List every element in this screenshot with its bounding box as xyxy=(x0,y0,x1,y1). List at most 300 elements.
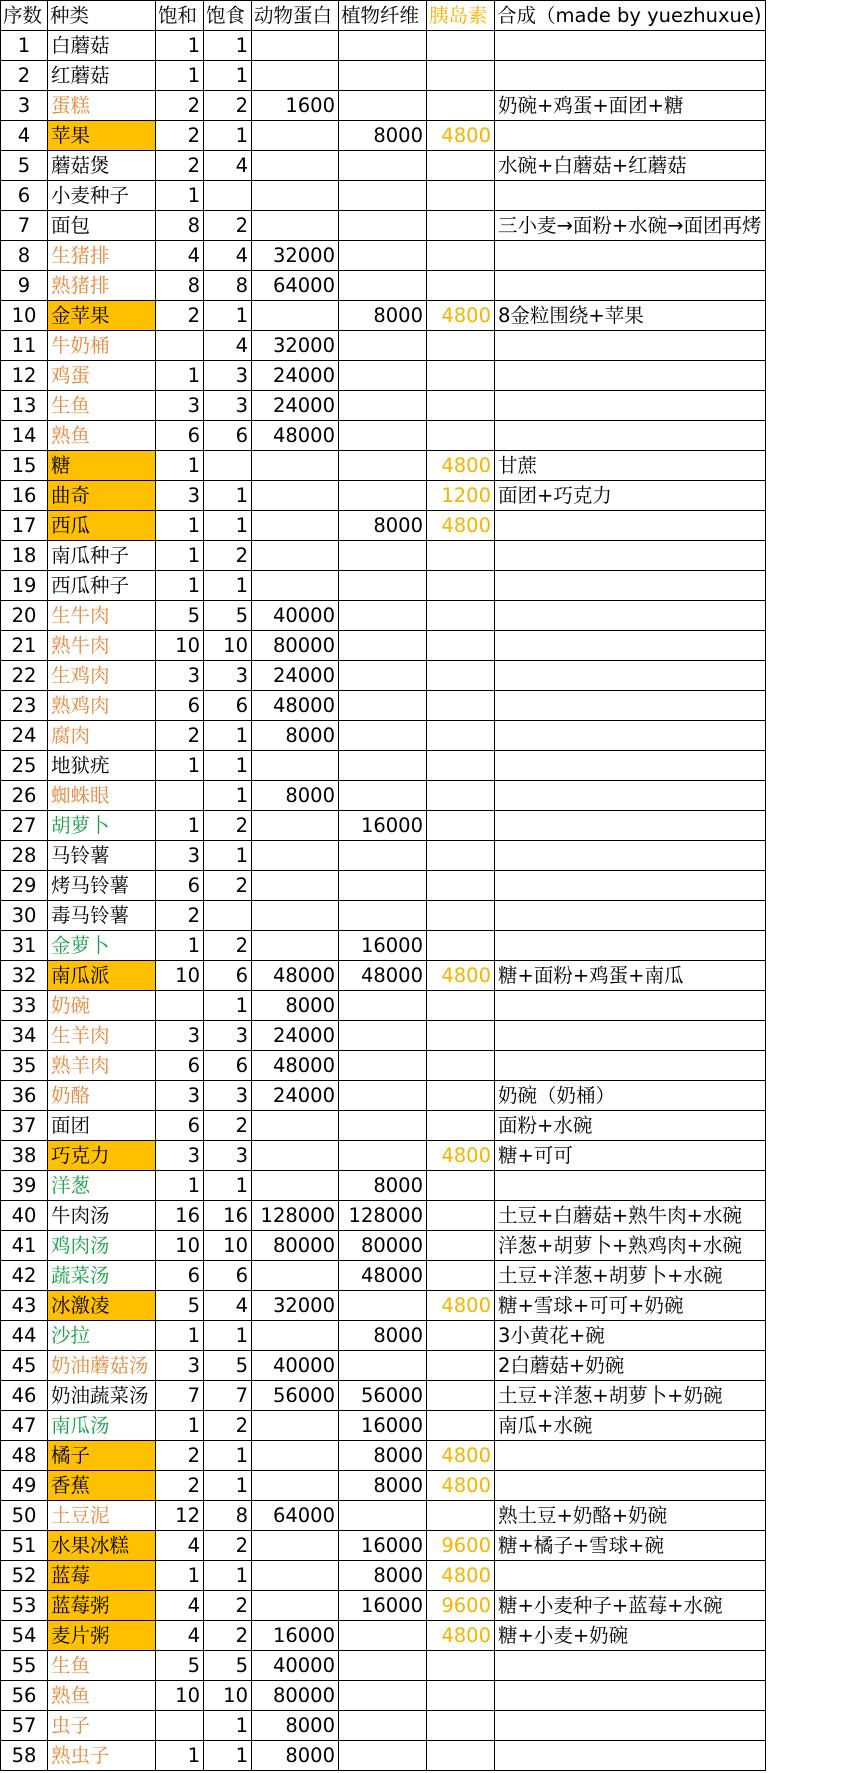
cell-index[interactable]: 13 xyxy=(1,391,48,421)
cell-name[interactable]: 洋葱 xyxy=(48,1171,156,1201)
cell-saturation[interactable]: 1 xyxy=(156,751,204,781)
cell-hunger[interactable]: 2 xyxy=(204,931,252,961)
cell-name[interactable]: 奶酪 xyxy=(48,1081,156,1111)
cell-hunger[interactable]: 3 xyxy=(204,1021,252,1051)
cell-fiber[interactable] xyxy=(339,991,427,1021)
cell-name[interactable]: 水果冰糕 xyxy=(48,1531,156,1561)
cell-recipe[interactable] xyxy=(495,31,766,61)
cell-recipe[interactable]: 土豆+白蘑菇+熟牛肉+水碗 xyxy=(495,1201,766,1231)
cell-index[interactable]: 27 xyxy=(1,811,48,841)
cell-name[interactable]: 白蘑菇 xyxy=(48,31,156,61)
cell-index[interactable]: 6 xyxy=(1,181,48,211)
cell-recipe[interactable] xyxy=(495,331,766,361)
cell-saturation[interactable]: 10 xyxy=(156,1681,204,1711)
cell-saturation[interactable]: 4 xyxy=(156,1531,204,1561)
cell-insulin[interactable]: 4800 xyxy=(427,1441,495,1471)
cell-saturation[interactable]: 5 xyxy=(156,601,204,631)
header-hunger[interactable]: 饱食 xyxy=(204,1,252,31)
cell-protein[interactable]: 80000 xyxy=(252,1231,339,1261)
cell-insulin[interactable] xyxy=(427,91,495,121)
cell-index[interactable]: 29 xyxy=(1,871,48,901)
cell-name[interactable]: 烤马铃薯 xyxy=(48,871,156,901)
cell-index[interactable]: 18 xyxy=(1,541,48,571)
cell-insulin[interactable] xyxy=(427,1201,495,1231)
cell-protein[interactable]: 48000 xyxy=(252,691,339,721)
cell-insulin[interactable] xyxy=(427,1501,495,1531)
cell-fiber[interactable] xyxy=(339,61,427,91)
cell-recipe[interactable] xyxy=(495,691,766,721)
cell-hunger[interactable]: 6 xyxy=(204,1261,252,1291)
cell-hunger[interactable]: 6 xyxy=(204,961,252,991)
cell-recipe[interactable] xyxy=(495,391,766,421)
cell-fiber[interactable] xyxy=(339,631,427,661)
cell-index[interactable]: 45 xyxy=(1,1351,48,1381)
cell-saturation[interactable]: 5 xyxy=(156,1651,204,1681)
cell-protein[interactable] xyxy=(252,121,339,151)
cell-hunger[interactable]: 3 xyxy=(204,1081,252,1111)
cell-name[interactable]: 蜘蛛眼 xyxy=(48,781,156,811)
cell-name[interactable]: 面团 xyxy=(48,1111,156,1141)
cell-saturation[interactable]: 6 xyxy=(156,1261,204,1291)
cell-hunger[interactable]: 1 xyxy=(204,1711,252,1741)
cell-hunger[interactable]: 3 xyxy=(204,391,252,421)
cell-protein[interactable] xyxy=(252,31,339,61)
cell-hunger[interactable]: 5 xyxy=(204,601,252,631)
cell-recipe[interactable]: 2白蘑菇+奶碗 xyxy=(495,1351,766,1381)
cell-name[interactable]: 奶碗 xyxy=(48,991,156,1021)
cell-fiber[interactable] xyxy=(339,1621,427,1651)
cell-insulin[interactable] xyxy=(427,1171,495,1201)
cell-fiber[interactable] xyxy=(339,481,427,511)
cell-recipe[interactable]: 三小麦→面粉+水碗→面团再烤 xyxy=(495,211,766,241)
cell-protein[interactable]: 32000 xyxy=(252,241,339,271)
cell-protein[interactable] xyxy=(252,841,339,871)
cell-fiber[interactable] xyxy=(339,421,427,451)
cell-insulin[interactable] xyxy=(427,901,495,931)
cell-hunger[interactable]: 10 xyxy=(204,1231,252,1261)
cell-recipe[interactable]: 洋葱+胡萝卜+熟鸡肉+水碗 xyxy=(495,1231,766,1261)
cell-index[interactable]: 32 xyxy=(1,961,48,991)
cell-recipe[interactable]: 8金粒围绕+苹果 xyxy=(495,301,766,331)
cell-name[interactable]: 熟羊肉 xyxy=(48,1051,156,1081)
cell-recipe[interactable]: 甘蔗 xyxy=(495,451,766,481)
cell-protein[interactable] xyxy=(252,871,339,901)
cell-saturation[interactable]: 1 xyxy=(156,1561,204,1591)
cell-insulin[interactable] xyxy=(427,1051,495,1081)
cell-recipe[interactable]: 面粉+水碗 xyxy=(495,1111,766,1141)
cell-fiber[interactable] xyxy=(339,451,427,481)
cell-saturation[interactable]: 12 xyxy=(156,1501,204,1531)
cell-insulin[interactable] xyxy=(427,1741,495,1771)
cell-recipe[interactable] xyxy=(495,811,766,841)
cell-name[interactable]: 马铃薯 xyxy=(48,841,156,871)
cell-saturation[interactable]: 3 xyxy=(156,1081,204,1111)
header-name[interactable]: 种类 xyxy=(48,1,156,31)
cell-name[interactable]: 南瓜汤 xyxy=(48,1411,156,1441)
cell-fiber[interactable] xyxy=(339,391,427,421)
cell-protein[interactable] xyxy=(252,1321,339,1351)
cell-name[interactable]: 鸡蛋 xyxy=(48,361,156,391)
cell-insulin[interactable]: 4800 xyxy=(427,1561,495,1591)
cell-recipe[interactable]: 3小黄花+碗 xyxy=(495,1321,766,1351)
cell-index[interactable]: 15 xyxy=(1,451,48,481)
cell-name[interactable]: 生鱼 xyxy=(48,391,156,421)
cell-name[interactable]: 橘子 xyxy=(48,1441,156,1471)
cell-name[interactable]: 蓝莓粥 xyxy=(48,1591,156,1621)
cell-fiber[interactable] xyxy=(339,1141,427,1171)
cell-hunger[interactable] xyxy=(204,901,252,931)
cell-index[interactable]: 31 xyxy=(1,931,48,961)
cell-index[interactable]: 24 xyxy=(1,721,48,751)
cell-saturation[interactable]: 1 xyxy=(156,61,204,91)
cell-protein[interactable]: 48000 xyxy=(252,421,339,451)
cell-index[interactable]: 51 xyxy=(1,1531,48,1561)
cell-insulin[interactable]: 4800 xyxy=(427,451,495,481)
cell-hunger[interactable]: 1 xyxy=(204,571,252,601)
cell-hunger[interactable]: 8 xyxy=(204,1501,252,1531)
cell-hunger[interactable]: 4 xyxy=(204,331,252,361)
cell-index[interactable]: 19 xyxy=(1,571,48,601)
cell-insulin[interactable] xyxy=(427,1111,495,1141)
cell-saturation[interactable]: 3 xyxy=(156,841,204,871)
cell-saturation[interactable]: 1 xyxy=(156,181,204,211)
cell-name[interactable]: 蛋糕 xyxy=(48,91,156,121)
cell-index[interactable]: 23 xyxy=(1,691,48,721)
cell-name[interactable]: 熟虫子 xyxy=(48,1741,156,1771)
cell-saturation[interactable]: 10 xyxy=(156,631,204,661)
cell-saturation[interactable] xyxy=(156,1711,204,1741)
cell-index[interactable]: 21 xyxy=(1,631,48,661)
cell-hunger[interactable]: 4 xyxy=(204,1291,252,1321)
cell-protein[interactable]: 24000 xyxy=(252,1021,339,1051)
cell-index[interactable]: 1 xyxy=(1,31,48,61)
cell-hunger[interactable]: 1 xyxy=(204,781,252,811)
cell-index[interactable]: 3 xyxy=(1,91,48,121)
cell-recipe[interactable]: 土豆+洋葱+胡萝卜+水碗 xyxy=(495,1261,766,1291)
cell-protein[interactable] xyxy=(252,1591,339,1621)
cell-saturation[interactable]: 4 xyxy=(156,1621,204,1651)
cell-hunger[interactable] xyxy=(204,451,252,481)
cell-hunger[interactable]: 1 xyxy=(204,751,252,781)
cell-insulin[interactable] xyxy=(427,811,495,841)
cell-hunger[interactable]: 1 xyxy=(204,841,252,871)
cell-fiber[interactable] xyxy=(339,1501,427,1531)
cell-protein[interactable] xyxy=(252,1111,339,1141)
cell-saturation[interactable]: 1 xyxy=(156,931,204,961)
cell-hunger[interactable]: 2 xyxy=(204,1591,252,1621)
cell-name[interactable]: 香蕉 xyxy=(48,1471,156,1501)
cell-protein[interactable]: 128000 xyxy=(252,1201,339,1231)
cell-hunger[interactable]: 1 xyxy=(204,121,252,151)
cell-name[interactable]: 巧克力 xyxy=(48,1141,156,1171)
cell-saturation[interactable]: 2 xyxy=(156,1471,204,1501)
cell-fiber[interactable]: 8000 xyxy=(339,1171,427,1201)
cell-insulin[interactable] xyxy=(427,781,495,811)
cell-recipe[interactable]: 奶碗+鸡蛋+面团+糖 xyxy=(495,91,766,121)
cell-saturation[interactable]: 2 xyxy=(156,91,204,121)
cell-fiber[interactable]: 128000 xyxy=(339,1201,427,1231)
cell-recipe[interactable]: 水碗+白蘑菇+红蘑菇 xyxy=(495,151,766,181)
cell-recipe[interactable] xyxy=(495,1741,766,1771)
cell-saturation[interactable]: 2 xyxy=(156,1441,204,1471)
cell-name[interactable]: 西瓜种子 xyxy=(48,571,156,601)
cell-name[interactable]: 金萝卜 xyxy=(48,931,156,961)
cell-protein[interactable]: 8000 xyxy=(252,1711,339,1741)
cell-recipe[interactable] xyxy=(495,361,766,391)
cell-insulin[interactable] xyxy=(427,1261,495,1291)
cell-fiber[interactable]: 8000 xyxy=(339,1561,427,1591)
cell-insulin[interactable]: 9600 xyxy=(427,1591,495,1621)
cell-recipe[interactable] xyxy=(495,181,766,211)
cell-insulin[interactable] xyxy=(427,421,495,451)
cell-fiber[interactable] xyxy=(339,331,427,361)
cell-index[interactable]: 48 xyxy=(1,1441,48,1471)
cell-fiber[interactable]: 80000 xyxy=(339,1231,427,1261)
cell-fiber[interactable] xyxy=(339,271,427,301)
cell-hunger[interactable]: 1 xyxy=(204,481,252,511)
cell-insulin[interactable] xyxy=(427,1681,495,1711)
cell-saturation[interactable]: 7 xyxy=(156,1381,204,1411)
cell-hunger[interactable] xyxy=(204,181,252,211)
cell-name[interactable]: 熟鱼 xyxy=(48,1681,156,1711)
cell-recipe[interactable] xyxy=(495,1561,766,1591)
cell-recipe[interactable] xyxy=(495,421,766,451)
cell-protein[interactable]: 48000 xyxy=(252,961,339,991)
cell-protein[interactable]: 80000 xyxy=(252,1681,339,1711)
cell-hunger[interactable]: 5 xyxy=(204,1351,252,1381)
cell-insulin[interactable] xyxy=(427,571,495,601)
cell-insulin[interactable] xyxy=(427,1381,495,1411)
cell-name[interactable]: 地狱疣 xyxy=(48,751,156,781)
cell-fiber[interactable] xyxy=(339,1651,427,1681)
cell-protein[interactable]: 1600 xyxy=(252,91,339,121)
cell-name[interactable]: 苹果 xyxy=(48,121,156,151)
cell-insulin[interactable]: 4800 xyxy=(427,1291,495,1321)
cell-index[interactable]: 53 xyxy=(1,1591,48,1621)
cell-name[interactable]: 红蘑菇 xyxy=(48,61,156,91)
cell-name[interactable]: 熟鱼 xyxy=(48,421,156,451)
cell-insulin[interactable] xyxy=(427,271,495,301)
cell-saturation[interactable]: 16 xyxy=(156,1201,204,1231)
cell-name[interactable]: 面包 xyxy=(48,211,156,241)
cell-fiber[interactable] xyxy=(339,1681,427,1711)
cell-recipe[interactable] xyxy=(495,931,766,961)
cell-insulin[interactable] xyxy=(427,1081,495,1111)
cell-recipe[interactable] xyxy=(495,841,766,871)
cell-insulin[interactable] xyxy=(427,841,495,871)
cell-fiber[interactable] xyxy=(339,31,427,61)
cell-hunger[interactable]: 1 xyxy=(204,511,252,541)
cell-insulin[interactable] xyxy=(427,691,495,721)
cell-hunger[interactable]: 1 xyxy=(204,61,252,91)
cell-name[interactable]: 糖 xyxy=(48,451,156,481)
cell-protein[interactable]: 8000 xyxy=(252,991,339,1021)
cell-protein[interactable] xyxy=(252,181,339,211)
cell-insulin[interactable] xyxy=(427,391,495,421)
cell-hunger[interactable]: 2 xyxy=(204,1621,252,1651)
cell-saturation[interactable]: 1 xyxy=(156,571,204,601)
cell-fiber[interactable] xyxy=(339,1711,427,1741)
cell-name[interactable]: 曲奇 xyxy=(48,481,156,511)
cell-hunger[interactable]: 6 xyxy=(204,421,252,451)
cell-fiber[interactable] xyxy=(339,1291,427,1321)
cell-saturation[interactable]: 2 xyxy=(156,121,204,151)
cell-insulin[interactable] xyxy=(427,631,495,661)
header-fiber[interactable]: 植物纤维 xyxy=(339,1,427,31)
cell-fiber[interactable] xyxy=(339,691,427,721)
cell-saturation[interactable]: 2 xyxy=(156,901,204,931)
cell-recipe[interactable]: 糖+雪球+可可+奶碗 xyxy=(495,1291,766,1321)
cell-saturation[interactable]: 6 xyxy=(156,1051,204,1081)
cell-index[interactable]: 43 xyxy=(1,1291,48,1321)
cell-saturation[interactable]: 3 xyxy=(156,1351,204,1381)
cell-protein[interactable] xyxy=(252,1171,339,1201)
cell-hunger[interactable]: 10 xyxy=(204,1681,252,1711)
cell-insulin[interactable] xyxy=(427,541,495,571)
cell-name[interactable]: 牛奶桶 xyxy=(48,331,156,361)
cell-fiber[interactable] xyxy=(339,661,427,691)
cell-hunger[interactable]: 2 xyxy=(204,811,252,841)
cell-saturation[interactable]: 6 xyxy=(156,691,204,721)
cell-insulin[interactable] xyxy=(427,211,495,241)
cell-saturation[interactable]: 1 xyxy=(156,361,204,391)
header-saturation[interactable]: 饱和 xyxy=(156,1,204,31)
cell-recipe[interactable]: 糖+小麦+奶碗 xyxy=(495,1621,766,1651)
cell-name[interactable]: 牛肉汤 xyxy=(48,1201,156,1231)
cell-fiber[interactable] xyxy=(339,151,427,181)
cell-index[interactable]: 41 xyxy=(1,1231,48,1261)
cell-recipe[interactable] xyxy=(495,571,766,601)
cell-recipe[interactable]: 糖+小麦种子+蓝莓+水碗 xyxy=(495,1591,766,1621)
cell-fiber[interactable] xyxy=(339,1741,427,1771)
cell-fiber[interactable]: 8000 xyxy=(339,1471,427,1501)
cell-recipe[interactable]: 糖+橘子+雪球+碗 xyxy=(495,1531,766,1561)
cell-protein[interactable]: 40000 xyxy=(252,1351,339,1381)
cell-name[interactable]: 毒马铃薯 xyxy=(48,901,156,931)
cell-hunger[interactable]: 2 xyxy=(204,871,252,901)
cell-protein[interactable] xyxy=(252,1471,339,1501)
cell-recipe[interactable]: 奶碗（奶桶） xyxy=(495,1081,766,1111)
cell-recipe[interactable] xyxy=(495,871,766,901)
cell-fiber[interactable] xyxy=(339,181,427,211)
cell-fiber[interactable]: 48000 xyxy=(339,1261,427,1291)
cell-fiber[interactable] xyxy=(339,361,427,391)
cell-recipe[interactable] xyxy=(495,1651,766,1681)
cell-saturation[interactable]: 8 xyxy=(156,211,204,241)
cell-name[interactable]: 生鱼 xyxy=(48,1651,156,1681)
cell-insulin[interactable]: 4800 xyxy=(427,1471,495,1501)
cell-protein[interactable] xyxy=(252,451,339,481)
cell-saturation[interactable] xyxy=(156,331,204,361)
cell-protein[interactable] xyxy=(252,811,339,841)
cell-fiber[interactable] xyxy=(339,1111,427,1141)
cell-name[interactable]: 鸡肉汤 xyxy=(48,1231,156,1261)
cell-protein[interactable] xyxy=(252,1441,339,1471)
cell-fiber[interactable] xyxy=(339,211,427,241)
cell-insulin[interactable]: 1200 xyxy=(427,481,495,511)
cell-hunger[interactable]: 2 xyxy=(204,541,252,571)
cell-fiber[interactable] xyxy=(339,841,427,871)
cell-recipe[interactable] xyxy=(495,781,766,811)
cell-recipe[interactable] xyxy=(495,1681,766,1711)
cell-name[interactable]: 冰激凌 xyxy=(48,1291,156,1321)
cell-insulin[interactable] xyxy=(427,241,495,271)
header-index[interactable]: 序数 xyxy=(1,1,48,31)
cell-insulin[interactable] xyxy=(427,1651,495,1681)
cell-name[interactable]: 生猪排 xyxy=(48,241,156,271)
cell-name[interactable]: 沙拉 xyxy=(48,1321,156,1351)
cell-insulin[interactable] xyxy=(427,1351,495,1381)
cell-insulin[interactable]: 4800 xyxy=(427,1141,495,1171)
cell-recipe[interactable] xyxy=(495,121,766,151)
cell-insulin[interactable]: 4800 xyxy=(427,121,495,151)
cell-index[interactable]: 25 xyxy=(1,751,48,781)
cell-protein[interactable]: 56000 xyxy=(252,1381,339,1411)
cell-hunger[interactable]: 7 xyxy=(204,1381,252,1411)
cell-fiber[interactable]: 8000 xyxy=(339,121,427,151)
cell-fiber[interactable]: 8000 xyxy=(339,1321,427,1351)
cell-index[interactable]: 38 xyxy=(1,1141,48,1171)
cell-protein[interactable] xyxy=(252,1141,339,1171)
cell-index[interactable]: 42 xyxy=(1,1261,48,1291)
cell-index[interactable]: 17 xyxy=(1,511,48,541)
cell-hunger[interactable]: 1 xyxy=(204,1561,252,1591)
cell-fiber[interactable] xyxy=(339,571,427,601)
cell-hunger[interactable]: 1 xyxy=(204,991,252,1021)
cell-index[interactable]: 47 xyxy=(1,1411,48,1441)
cell-index[interactable]: 55 xyxy=(1,1651,48,1681)
cell-recipe[interactable]: 土豆+洋葱+胡萝卜+奶碗 xyxy=(495,1381,766,1411)
cell-saturation[interactable]: 3 xyxy=(156,1021,204,1051)
cell-hunger[interactable]: 1 xyxy=(204,1741,252,1771)
cell-fiber[interactable] xyxy=(339,901,427,931)
cell-protein[interactable] xyxy=(252,301,339,331)
cell-fiber[interactable] xyxy=(339,721,427,751)
cell-protein[interactable] xyxy=(252,151,339,181)
cell-protein[interactable] xyxy=(252,61,339,91)
cell-saturation[interactable] xyxy=(156,991,204,1021)
cell-insulin[interactable] xyxy=(427,331,495,361)
cell-index[interactable]: 35 xyxy=(1,1051,48,1081)
cell-recipe[interactable] xyxy=(495,1021,766,1051)
cell-name[interactable]: 腐肉 xyxy=(48,721,156,751)
cell-hunger[interactable]: 2 xyxy=(204,91,252,121)
cell-protein[interactable]: 64000 xyxy=(252,271,339,301)
header-protein[interactable]: 动物蛋白 xyxy=(252,1,339,31)
cell-recipe[interactable]: 熟土豆+奶酪+奶碗 xyxy=(495,1501,766,1531)
cell-saturation[interactable]: 4 xyxy=(156,1591,204,1621)
cell-protein[interactable] xyxy=(252,1261,339,1291)
cell-saturation[interactable]: 2 xyxy=(156,151,204,181)
cell-fiber[interactable]: 16000 xyxy=(339,811,427,841)
cell-insulin[interactable] xyxy=(427,1021,495,1051)
cell-index[interactable]: 57 xyxy=(1,1711,48,1741)
cell-insulin[interactable] xyxy=(427,991,495,1021)
cell-protein[interactable]: 80000 xyxy=(252,631,339,661)
cell-protein[interactable] xyxy=(252,571,339,601)
cell-name[interactable]: 生牛肉 xyxy=(48,601,156,631)
cell-fiber[interactable]: 16000 xyxy=(339,1531,427,1561)
cell-index[interactable]: 40 xyxy=(1,1201,48,1231)
cell-recipe[interactable] xyxy=(495,751,766,781)
cell-saturation[interactable]: 1 xyxy=(156,1321,204,1351)
cell-hunger[interactable]: 2 xyxy=(204,1411,252,1441)
cell-recipe[interactable] xyxy=(495,1171,766,1201)
cell-protein[interactable] xyxy=(252,481,339,511)
cell-hunger[interactable]: 6 xyxy=(204,1051,252,1081)
cell-index[interactable]: 9 xyxy=(1,271,48,301)
cell-fiber[interactable] xyxy=(339,91,427,121)
